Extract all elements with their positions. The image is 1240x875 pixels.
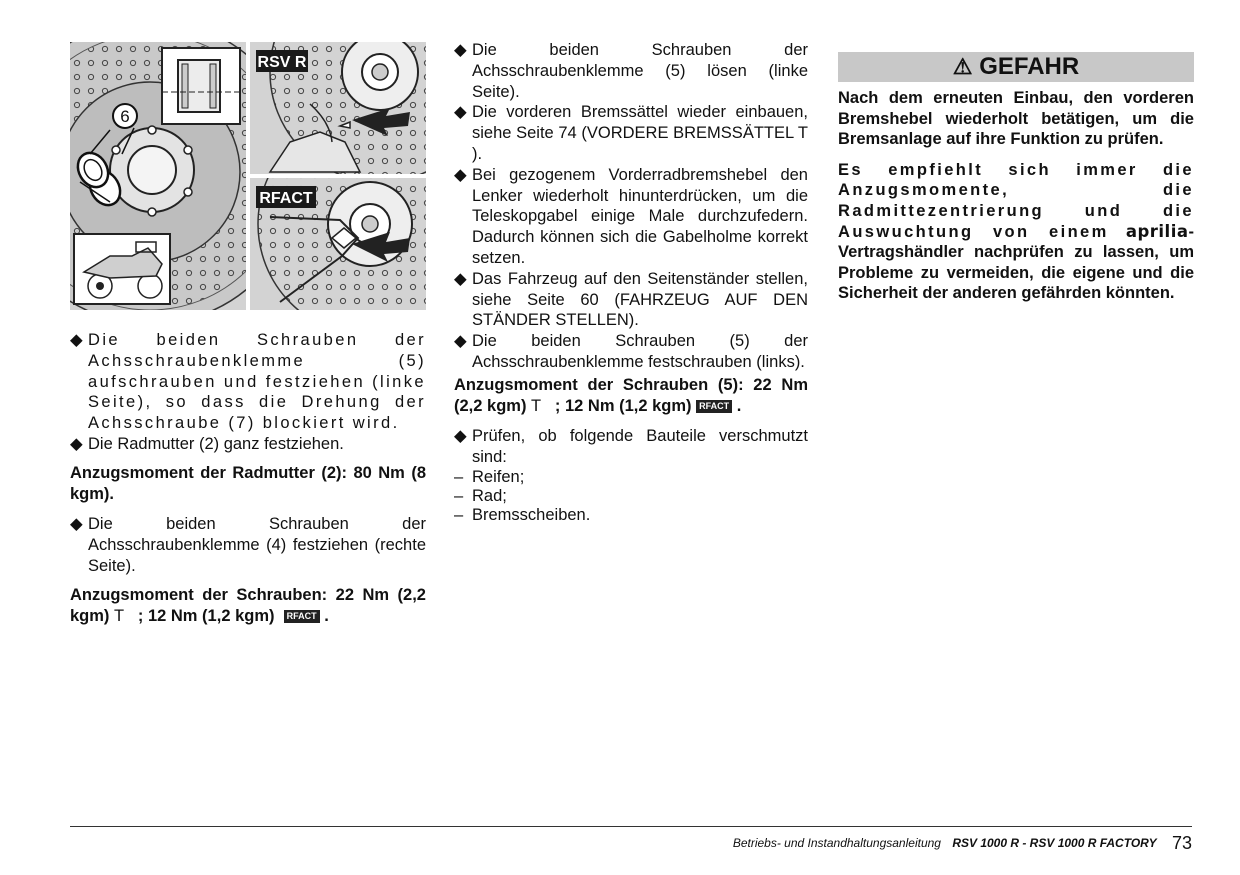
dash-bullet-icon: – — [454, 467, 464, 486]
list-item: ◆ Die beiden Schrauben der Achsschraubenklemme (5) lösen (linke Seite). — [454, 41, 808, 101]
wheel-assembly-illustration — [70, 42, 426, 310]
warning-paragraph-2: Es empfiehlt sich immer die Anzugsmomente, die Radmittezentrierung und die Auswuchtung von einem aprilia-Vertragshändler nachprüfen zu lassen, um Probleme zu vermeiden, die eigene und die Sicherheit der anderen gefährden könnten. — [838, 160, 1194, 303]
diamond-bullet-icon: ◆ — [454, 165, 467, 184]
warning-paragraph-1: Nach dem erneuten Einbau, den vorderen Bremshebel wiederholt betätigen, um die Bremsanlage auf ihre Funktion zu prüfen. — [838, 89, 1194, 149]
footer-model: RSV 1000 R - RSV 1000 R FACTORY — [952, 836, 1157, 850]
list-item: ◆ Die beiden Schrauben der Achsschraubenklemme (4) festziehen (rechte Seite). — [70, 515, 426, 575]
list-item: ◆ Bei gezogenem Vorderradbremshebel den Lenker wiederholt hinunterdrücken, um die Teleskopgabel einige Male durchzufedern. Dadurch können sich die Gabelholme korrekt setzen. — [454, 165, 808, 267]
diamond-bullet-icon: ◆ — [70, 515, 83, 534]
diamond-bullet-icon: ◆ — [454, 332, 467, 351]
footer-manual-title: Betriebs- und Instandhaltungsanleitung — [732, 836, 941, 850]
callout-6: 6 — [120, 107, 130, 126]
badge-rsv-r-text: RSV R — [257, 54, 307, 71]
middle-column — [454, 40, 808, 525]
footer-rule — [70, 826, 1192, 827]
torque-spec-wheel-nut: Anzugsmoment der Radmutter (2): 80 Nm (8 kgm). — [70, 463, 426, 503]
left-column — [70, 42, 426, 626]
list-item: ◆ Die vorderen Bremssättel wieder einbauen, siehe Seite 74 (VORDERE BREMSSÄTTEL T ). — [454, 103, 808, 163]
dash-item: – Reifen; — [454, 467, 525, 486]
warning-triangle-icon: ⚠ — [952, 54, 973, 79]
diamond-bullet-icon: ◆ — [70, 434, 83, 453]
badge-rfact-text: RFACT — [259, 190, 313, 207]
wheel-assembly-figure — [70, 42, 426, 310]
torque-spec-screws: Anzugsmoment der Schrauben: 22 Nm (2,2 kgm) T ; 12 Nm (1,2 kgm) RFACT . — [70, 585, 426, 625]
list-item: ◆ Die Radmutter (2) ganz festziehen. — [70, 434, 344, 453]
dash-item: – Rad; — [454, 486, 507, 505]
rfact-badge-icon: RFACT — [284, 610, 320, 623]
dash-item: – Bremsscheiben. — [454, 505, 591, 524]
list-item: ◆ Die beiden Schrauben der Achsschraubenklemme (5) aufschrauben und festziehen (linke Seite), so dass die Drehung der Achsschraube (7) blockiert wird. — [70, 331, 426, 433]
diamond-bullet-icon: ◆ — [70, 331, 83, 349]
diamond-bullet-icon: ◆ — [454, 103, 467, 122]
diamond-bullet-icon: ◆ — [454, 427, 467, 446]
torque-spec-screws-5: Anzugsmoment der Schrauben (5): 22 Nm (2,2 kgm) T ; 12 Nm (1,2 kgm) RFACT . — [454, 375, 808, 415]
diamond-bullet-icon: ◆ — [454, 41, 467, 59]
dash-bullet-icon: – — [454, 486, 464, 505]
diamond-bullet-icon: ◆ — [454, 269, 467, 288]
list-item: ◆ Das Fahrzeug auf den Seitenständer stellen, siehe Seite 60 (FAHRZEUG AUF DEN STÄNDER STELLEN). — [454, 269, 808, 330]
t-mark: T — [114, 606, 125, 625]
rfact-badge-icon: RFACT — [696, 400, 732, 413]
danger-heading: ⚠ GEFAHR — [838, 52, 1194, 82]
list-item: ◆ Prüfen, ob folgende Bauteile verschmutzt sind: — [454, 427, 808, 467]
page-footer — [733, 833, 1192, 853]
list-item: ◆ Die beiden Schrauben (5) der Achsschraubenklemme festschrauben (links). — [454, 332, 808, 371]
page-number: 73 — [1171, 833, 1192, 853]
t-mark: T — [531, 396, 542, 415]
aprilia-brand-logo: aprilia — [1125, 221, 1189, 241]
dash-bullet-icon: – — [454, 505, 464, 524]
danger-warning-column — [838, 52, 1194, 304]
